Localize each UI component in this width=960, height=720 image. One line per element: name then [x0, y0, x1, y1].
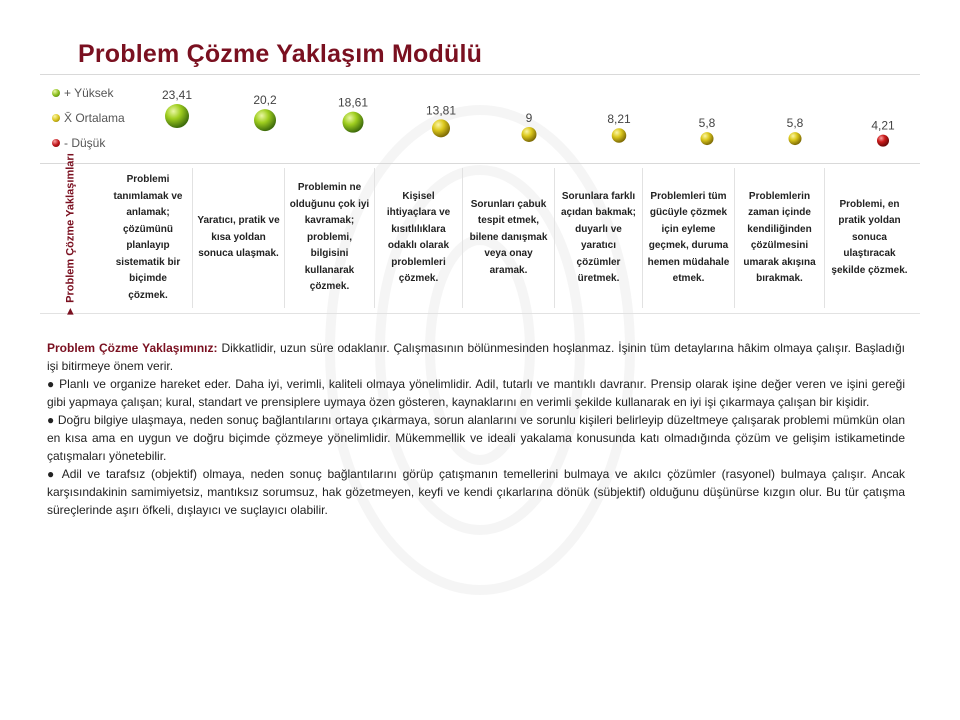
score-point-4	[432, 119, 450, 137]
score-label-1: 23,41	[161, 88, 193, 103]
score-label-4: 13,81	[425, 103, 457, 118]
approach-cell-1: Problemi tanımlamak ve anlamak; çözümünü planlayıp sistematik bir biçimde çözmek.	[113, 174, 183, 301]
legend-dot-high	[52, 89, 60, 97]
description-intro	[47, 339, 905, 375]
legend-item-high	[52, 80, 125, 105]
row-label	[50, 153, 92, 317]
description-bullet-3: ● Adil ve tarafsız (objektif) olmaya, neden sonuç bağlantılarını görüp çatışmanın temellerini bulmaya ve akılcı çözümler (rasyonel) bulmaya çalışır. Ancak karşısındakinin samimiyetsiz, mantıksız sorumsuz, hak gözetmeyen, keyfi ve kendi çıkarlarına dönük (sübjektif) olduğunu düşünürse kızgın olur. Bu tür çatışma süreçlerinde aşırı öfkeli, dışlayıcı ve suçlayıcı olabilir.	[47, 467, 905, 517]
score-point-3	[343, 112, 364, 133]
score-label-2: 20,2	[253, 93, 277, 108]
row-label-text: ► Problem Çözme Yaklaşımları	[64, 153, 77, 317]
score-point-9	[877, 135, 889, 147]
score-label-3: 18,61	[337, 95, 369, 110]
description-intro-text: Dikkatlidir, uzun süre odaklanır. Çalışmasının bölünmesinden hoşlanmaz. İşinin tüm detaylarına hâkim olmaya çalışır. Başladığı işi bitirmeye önem verir.	[47, 341, 905, 373]
description-lead: Problem Çözme Yaklaşımınız:	[47, 341, 218, 355]
description-bullet-2: ● Doğru bilgiye ulaşmaya, neden sonuç bağlantılarını ortaya çıkarmaya, sorun alanlarını ve sorunlu kişileri belirleyip düzeltmeye çalışarak problemi mümkün olan en kısa ama en uygun ve doğru biçimde çözmeye yönelimlidir. Mükemmellik ve ideali yakalama konusunda katı olmadığında çözüm ve gelişim istikametinde çatışmaları yönetebilir.	[47, 413, 905, 463]
approach-cell-5: Sorunları çabuk tespit etmek, bilene danışmak veya onay aramak.	[462, 168, 554, 308]
score-label-7: 5,8	[698, 116, 716, 131]
legend-label-high: + Yüksek	[64, 85, 114, 100]
legend-dot-average	[52, 114, 60, 122]
approach-cell-3: Problemin ne olduğunu çok iyi kavramak; problemi, bilgisini kullanarak çözmek.	[284, 168, 374, 308]
approach-cell-9: Problemi, en pratik yoldan sonuca ulaştıracak şekilde çözmek.	[824, 168, 914, 308]
legend-item-low	[52, 130, 125, 155]
approach-cell-6: Sorunlara farklı açıdan bakmak; duyarlı ve yaratıcı çözümler üretmek.	[554, 168, 642, 308]
chart-legend	[52, 80, 125, 155]
page-title: Problem Çözme Yaklaşım Modülü	[78, 40, 483, 68]
score-label-5: 9	[525, 110, 533, 125]
approach-cell-7: Problemleri tüm gücüyle çözmek için eyleme geçmek, duruma hemen müdahale etmek.	[642, 168, 734, 308]
approach-cell-8: Problemlerin zaman içinde kendiliğinden çözülmesini umarak akışına bırakmak.	[734, 168, 824, 308]
score-label-9: 4,21	[871, 118, 895, 133]
score-point-8	[789, 132, 802, 145]
legend-item-average	[52, 105, 125, 130]
legend-dot-low	[52, 139, 60, 147]
score-point-5	[522, 127, 537, 142]
score-chart	[40, 74, 920, 164]
score-point-2	[254, 109, 276, 131]
legend-label-average: X̄ Ortalama	[64, 110, 125, 125]
approach-cell-2: Yaratıcı, pratik ve kısa yoldan sonuca ulaşmak.	[192, 168, 284, 308]
score-point-7	[701, 132, 714, 145]
score-label-6: 8,21	[607, 112, 631, 127]
legend-label-low: - Düşük	[64, 135, 106, 150]
approach-cell-4: Kişisel ihtiyaçlara ve kısıtlılıklara odaklı olarak problemleri çözmek.	[374, 168, 462, 308]
description	[47, 339, 905, 519]
score-point-6	[612, 128, 627, 143]
score-label-8: 5,8	[786, 116, 804, 131]
score-point-1	[165, 104, 189, 128]
description-bullet-1: ● Planlı ve organize hareket eder. Daha iyi, verimli, kaliteli olmaya yönelimlidir. Adil, tutarlı ve mantıklı davranır. Prensip olarak işine değer veren ve işini gereği gibi yapmaya çalışan; kural, standart ve prensiplere uymaya özen gösteren, kaynaklarını en verimli şekilde kullanarak en iyi işi çıkarmaya çalışan bir kişidir.	[47, 377, 905, 409]
